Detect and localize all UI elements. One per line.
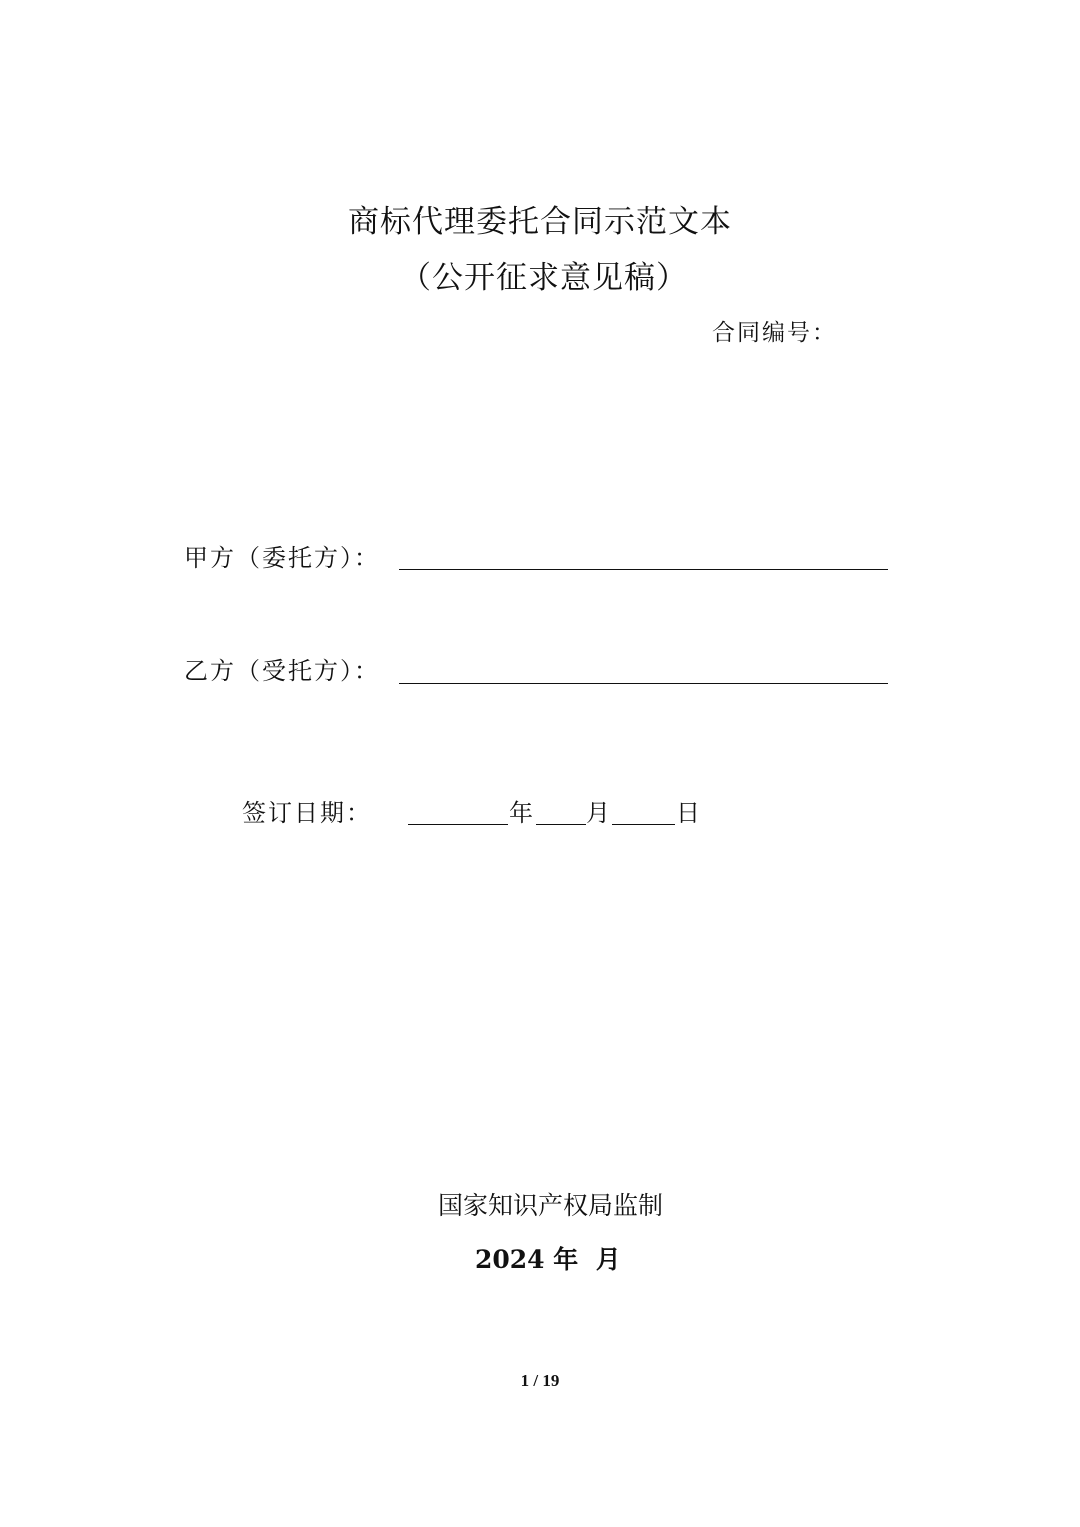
month-blank-line (536, 824, 586, 825)
year-blank-line (408, 824, 508, 825)
document-subtitle: （公开征求意见稿） (400, 260, 688, 296)
signing-date-label: 签订日期： (242, 799, 372, 827)
party-b-label: 乙方（受托方）： (184, 657, 380, 685)
issuer-label: 国家知识产权局监制 (438, 1191, 664, 1220)
issue-date: 2024 年 月 (475, 1245, 621, 1274)
contract-number-label: 合同编号： (712, 320, 837, 346)
document-title: 商标代理委托合同示范文本 (348, 204, 732, 240)
day-blank-line (612, 824, 675, 825)
day-unit: 日 (676, 799, 700, 827)
party-b-blank-line (399, 683, 888, 684)
party-a-label: 甲方（委托方）： (184, 544, 380, 572)
page-number: 1 / 19 (520, 1371, 560, 1390)
month-unit: 月 (586, 799, 610, 827)
party-a-blank-line (399, 569, 888, 570)
year-unit: 年 (509, 799, 533, 827)
